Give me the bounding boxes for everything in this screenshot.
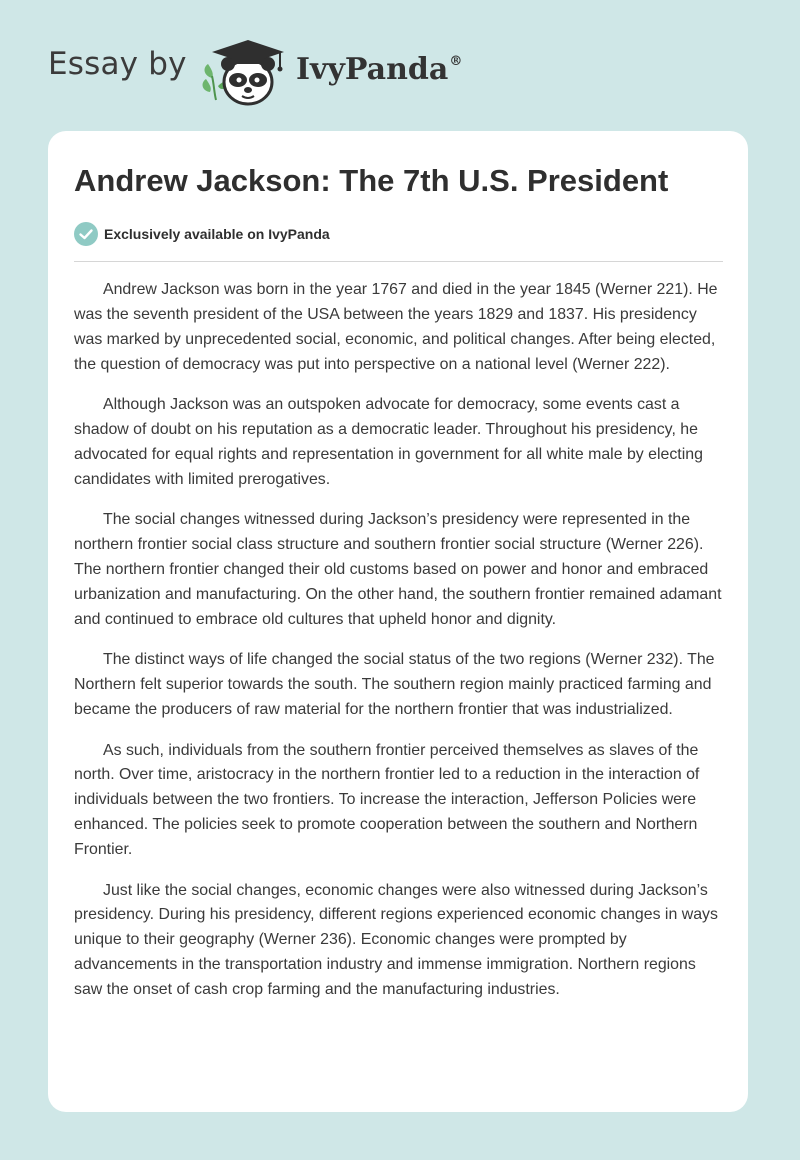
check-circle-icon <box>74 222 98 246</box>
registered-mark: ® <box>449 54 463 69</box>
brand-name-text: IvyPanda <box>296 52 449 87</box>
paragraph: The distinct ways of life changed the social status of the two regions (Werner 232). The Northern felt superior towards the south. The southern region mainly practiced farming and became the producers of raw material for the northern frontier that was industrialized. <box>74 651 715 719</box>
exclusive-badge-label: Exclusively available on IvyPanda <box>104 226 330 242</box>
paragraph: Although Jackson was an outspoken advocate for democracy, some events cast a shadow of doubt on his reputation as a democratic leader. Throughout his presidency, he advocated for equal rights and representation in government for all white male by electing candidates with limited prerogatives. <box>74 396 703 488</box>
exclusive-badge <box>74 222 330 246</box>
paragraph: Andrew Jackson was born in the year 1767 and died in the year 1845 (Werner 221). He was the seventh president of the USA between the years 1829 and 1837. His presidency was marked by unprecedented social, economic, and political changes. After being elected, the question of democracy was put into perspective on a national level (Werner 222). <box>74 281 718 373</box>
essay-card <box>48 131 748 1112</box>
essay-body <box>74 278 724 1019</box>
page-title: Andrew Jackson: The 7th U.S. President <box>74 163 669 198</box>
paragraph: The social changes witnessed during Jackson’s presidency were represented in the northern frontier social class structure and southern frontier social structure (Werner 226). The northern frontier changed their old customs based on power and honor and embraced urbanization and manufacturing. On the other hand, the southern frontier remained adamant and continued to embrace old cultures that upheld honor and dignity. <box>74 511 722 628</box>
paragraph: Just like the social changes, economic changes were also witnessed during Jackson’s presidency. During his presidency, different regions experienced economic changes in ways unique to their geography (Werner 236). Economic changes were prompted by advancements in the transportation industry and immense immigration. Northern regions saw the onset of cash crop farming and the manufacturing industries. <box>74 881 718 999</box>
divider <box>74 261 723 262</box>
panda-graduation-cap-icon <box>198 36 294 108</box>
essay-by-label: Essay by <box>48 46 187 82</box>
brand-name[interactable] <box>296 52 462 87</box>
paragraph: As such, individuals from the southern frontier perceived themselves as slaves of the north. Over time, aristocracy in the northern frontier led to a reduction in the interaction of individuals between the two frontiers. To increase the interaction, Jefferson Policies were enhanced. The policies seek to promote cooperation between the southern and Northern Frontier. <box>74 741 700 859</box>
site-header <box>0 0 800 130</box>
